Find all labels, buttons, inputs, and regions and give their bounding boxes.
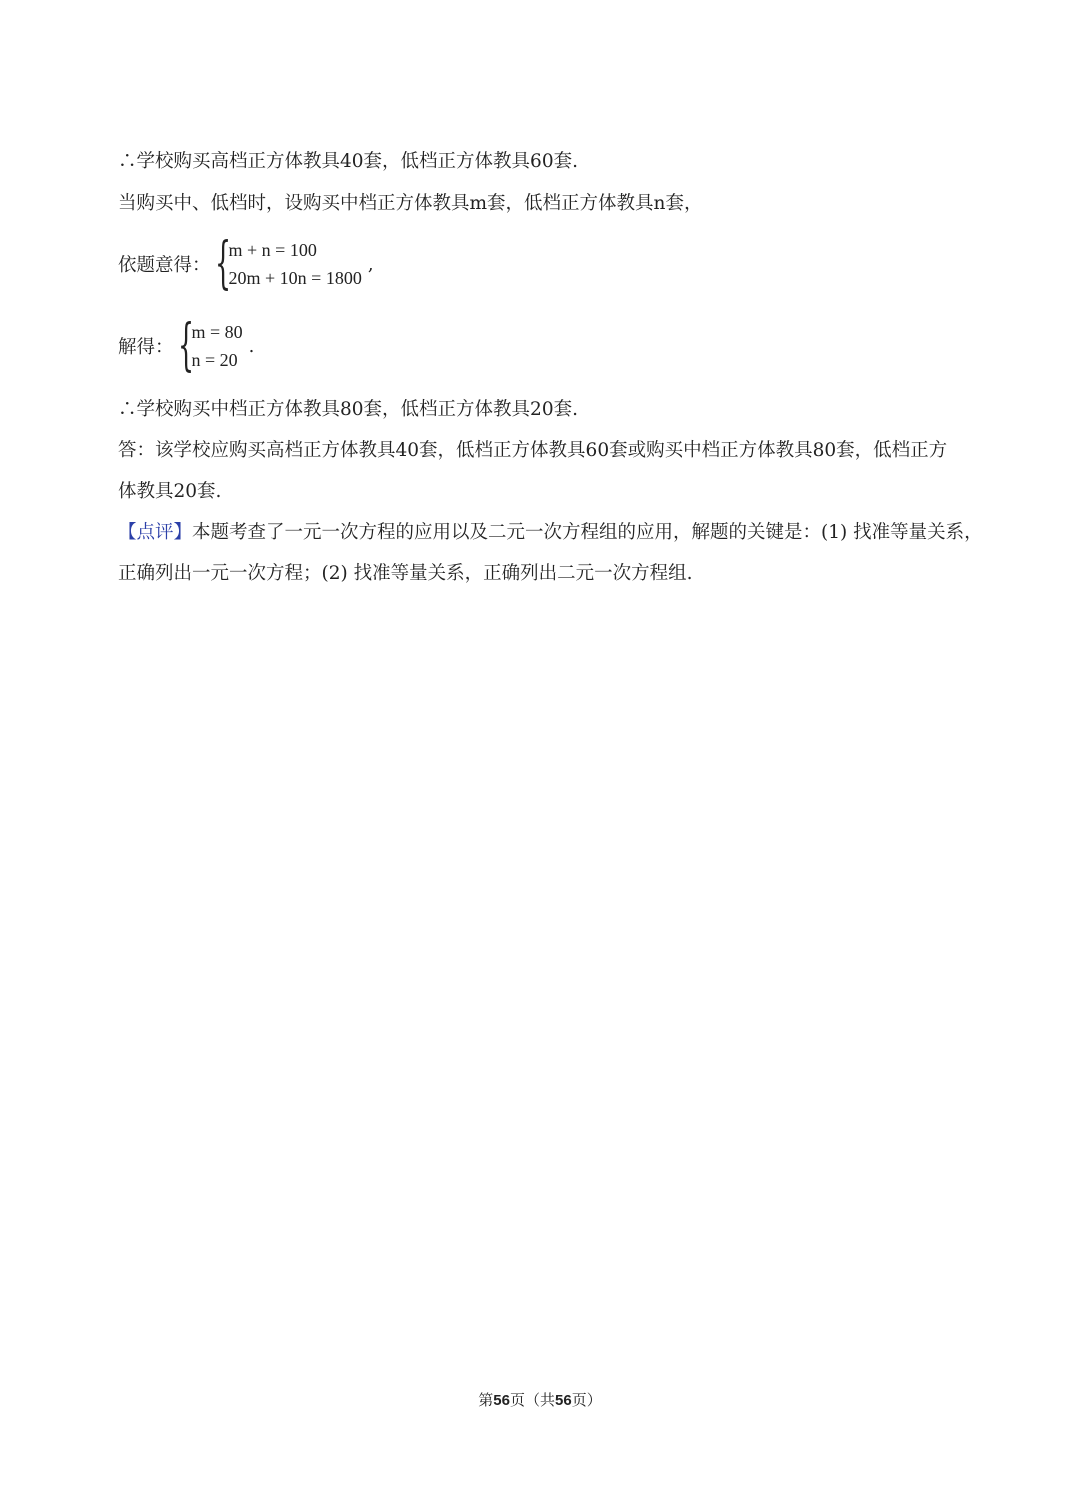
punctuation: , (367, 253, 374, 275)
equation-list (229, 237, 362, 291)
comment-text: 本题考查了一元一次方程的应用以及二元一次方程组的应用，解题的关键是：(1) 找准等量关系， (192, 522, 983, 543)
comment-line-2: 正确列出一元一次方程；(2) 找准等量关系，正确列出二元一次方程组. (118, 563, 693, 584)
page-footer (0, 1389, 1080, 1410)
footer-suffix: 页） (571, 1392, 602, 1409)
equation-system-1 (118, 231, 374, 296)
comment-tag: 【点评】 (118, 522, 193, 543)
equation: m = 80 (191, 322, 243, 342)
footer-prefix: 第 (478, 1392, 494, 1409)
answer-line-2: 体教具20套. (118, 481, 222, 502)
brace-icon: { (177, 313, 194, 378)
equation: 20m + 10n = 1800 (228, 268, 362, 288)
answer-line-1: 答：该学校应购买高档正方体教具40套，低档正方体教具60套或购买中档正方体教具80套，低档正方 (118, 440, 948, 461)
page-total: 56 (555, 1392, 572, 1409)
punctuation: . (248, 335, 255, 357)
equation: m + n = 100 (228, 240, 317, 260)
system-label: 依题意得： (118, 255, 211, 276)
equation-system-2 (118, 313, 255, 378)
brace-icon: { (214, 231, 231, 296)
footer-middle: 页（共 (509, 1392, 555, 1409)
setup-line-2: 当购买中、低档时，设购买中档正方体教具m套，低档正方体教具n套， (118, 193, 703, 214)
comment-line-1 (118, 520, 983, 546)
conclusion-line-2: ∴学校购买中档正方体教具80套，低档正方体教具20套. (118, 399, 578, 420)
system-label: 解得： (118, 337, 174, 358)
page-number: 56 (493, 1392, 510, 1409)
equation-list (192, 319, 243, 373)
equation: n = 20 (191, 350, 238, 370)
conclusion-line-1: ∴学校购买高档正方体教具40套，低档正方体教具60套. (118, 151, 578, 172)
